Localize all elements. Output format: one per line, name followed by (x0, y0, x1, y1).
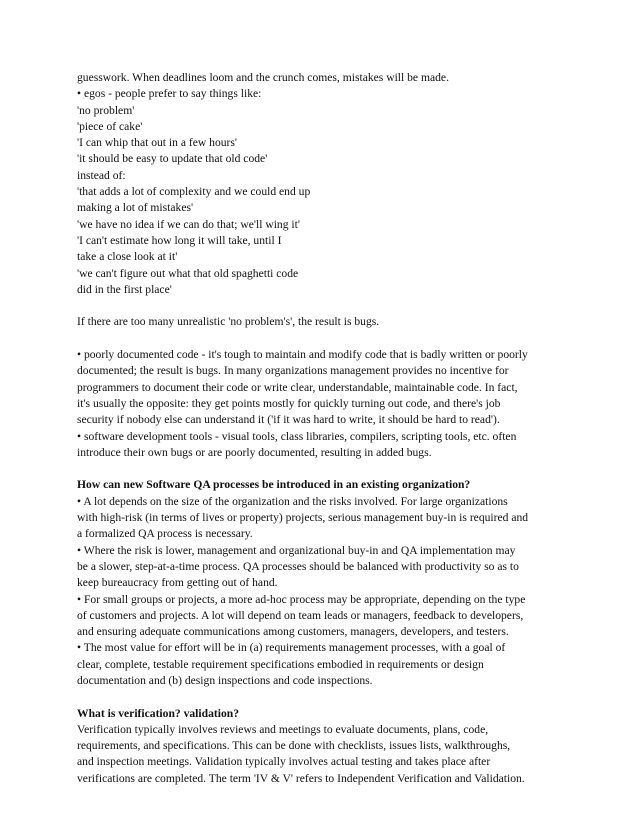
text-line: 'it should be easy to update that old code' (77, 152, 268, 166)
text-line: introduce their own bugs or are poorly documented, resulting in added bugs. (77, 445, 432, 459)
text-line: • For small groups or projects, a more ad-hoc process may be appropriate, depending on the type (77, 592, 526, 606)
section (77, 706, 597, 787)
text-line: • A lot depends on the size of the organization and the risks involved. For large organizations (77, 494, 508, 508)
text-line: requirements, and specifications. This can be done with checklists, issues lists, walkthroughs, (77, 739, 511, 753)
text-line: documented; the result is bugs. In many organizations management provides no incentive for (77, 364, 509, 378)
text-line: If there are too many unrealistic 'no problem's', the result is bugs. (77, 315, 380, 329)
paragraph-gap (77, 689, 597, 705)
text-line: security if nobody else can understand it ('if it was hard to write, it should be hard to read'). (77, 413, 500, 427)
paragraph (77, 347, 597, 461)
text-line: making a lot of mistakes' (77, 201, 194, 215)
text-line: be a slower, step-at-a-time process. QA processes should be balanced with productivity so as to (77, 559, 519, 573)
text-line: did in the first place' (77, 282, 172, 296)
text-line: programmers to document their code or write clear, understandable, maintainable code. In fact, (77, 380, 518, 394)
document-page (77, 70, 597, 787)
text-line: • Where the risk is lower, management and organizational buy-in and QA implementation may (77, 543, 516, 557)
section-heading: How can new Software QA processes be introduced in an existing organization? (77, 478, 471, 492)
paragraph (77, 70, 597, 298)
text-line: • The most value for effort will be in (a) requirements management processes, with a goal of (77, 641, 506, 655)
text-line: 'piece of cake' (77, 119, 143, 133)
text-line: and inspection meetings. Validation typically involves actual testing and takes place after (77, 755, 491, 769)
text-line: • poorly documented code - it's tough to maintain and modify code that is badly written or poorly (77, 348, 528, 362)
text-line: 'we have no idea if we can do that; we'll wing it' (77, 217, 300, 231)
text-line: 'I can whip that out in a few hours' (77, 136, 238, 150)
text-line: a formalized QA process is necessary. (77, 527, 253, 541)
text-line: and ensuring adequate communications among customers, managers, developers, and testers. (77, 625, 509, 639)
text-line: it's usually the opposite: they get points mostly for quickly turning out code, and there's job (77, 396, 501, 410)
text-line: with high-risk (in terms of lives or property) projects, serious management buy-in is required and (77, 511, 529, 525)
text-line: instead of: (77, 168, 126, 182)
section-heading: What is verification? validation? (77, 706, 239, 720)
text-line: documentation and (b) design inspections and code inspections. (77, 673, 373, 687)
text-line: clear, complete, testable requirement specifications embodied in requirements or design (77, 657, 484, 671)
section (77, 477, 597, 689)
text-line: 'no problem' (77, 103, 135, 117)
paragraph-gap (77, 461, 597, 477)
paragraph-gap (77, 331, 597, 347)
text-line: verifications are completed. The term 'IV & V' refers to Independent Verification and Validation. (77, 771, 525, 785)
paragraph (77, 314, 597, 330)
text-line: • software development tools - visual tools, class libraries, compilers, scripting tools, etc. often (77, 429, 517, 443)
text-line: take a close look at it' (77, 250, 178, 264)
text-line: guesswork. When deadlines loom and the crunch comes, mistakes will be made. (77, 71, 449, 84)
text-line: 'we can't figure out what that old spaghetti code (77, 266, 299, 280)
text-line: of customers and projects. A lot will depend on team leads or managers, feedback to developers, (77, 608, 524, 622)
text-line: • egos - people prefer to say things like: (77, 87, 262, 101)
text-line: 'I can't estimate how long it will take, until I (77, 233, 282, 247)
text-line: keep bureaucracy from getting out of hand. (77, 576, 278, 590)
text-line: 'that adds a lot of complexity and we could end up (77, 185, 311, 199)
paragraph-gap (77, 298, 597, 314)
text-line: Verification typically involves reviews and meetings to evaluate documents, plans, code, (77, 722, 489, 736)
